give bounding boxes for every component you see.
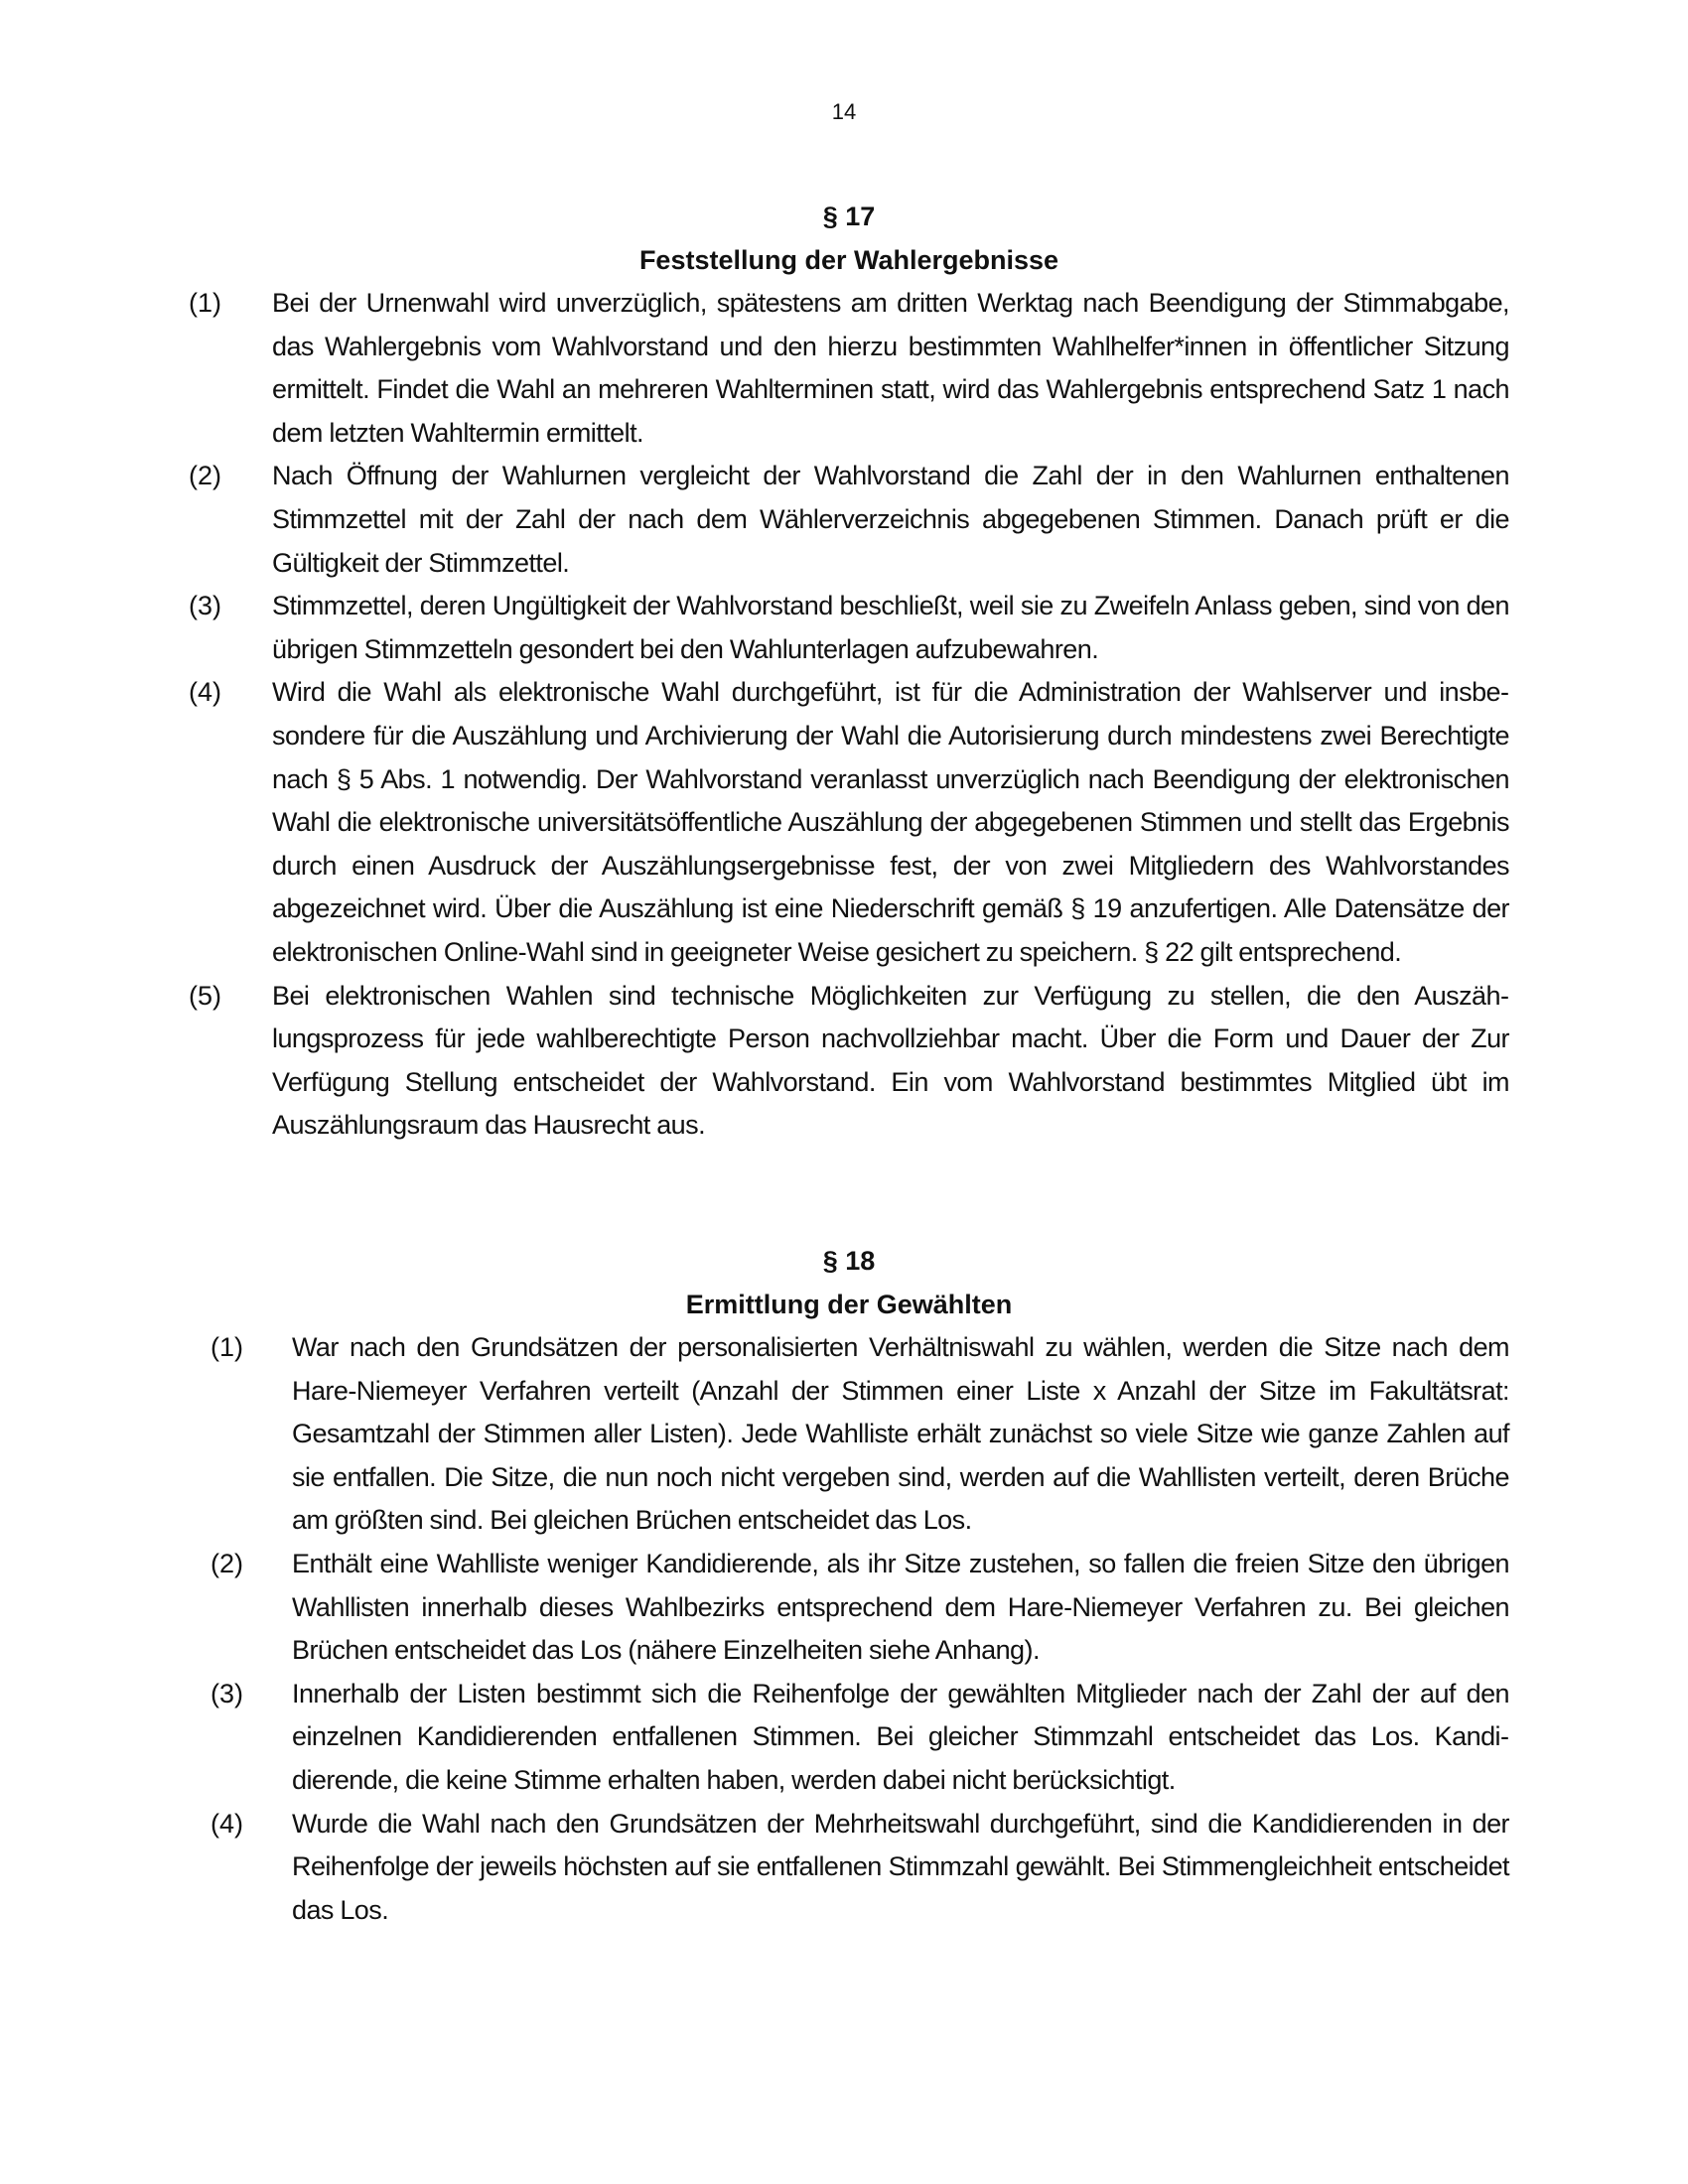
paragraph-number: (1)	[189, 288, 221, 318]
paragraph-1	[189, 1326, 1509, 1543]
paragraph-text: Nach Öffnung der Wahlurnen vergleicht der Wahlvorstand die Zahl der in den Wahlurnen enthaltenen Stimmzettel mit der Zahl der nach dem Wählerverzeichnis abgegebenen Stimmen. Danach prüft er die Gültigkeit der Stimmzettel.	[272, 461, 1509, 578]
paragraph-text: Stimmzettel, deren Ungültigkeit der Wahlvorstand beschließt, weil sie zu Zweifeln Anlass geben, sind von den übrigen Stimmzetteln gesondert bei den Wahlunterlagen aufzubewahren.	[272, 591, 1509, 664]
section-17	[189, 195, 1509, 1148]
paragraph-number: (1)	[211, 1332, 243, 1362]
section-title: Ermittlung der Gewählten	[685, 1290, 1013, 1319]
paragraph-text: Wird die Wahl als elektronische Wahl durchgeführt, ist für die Administration der Wahlserver und insbesondere für die Auszählung und Archivierung der Wahl die Autorisierung durch mindestens zwei Berechtigte nach § 5 Abs. 1 notwendig. Der Wahlvorstand veranlasst unverzüglich nach Beendigung der elektronischen Wahl die elektronische universitätsöffentliche Auszählung der abgegebenen Stimmen und stellt das Ergebnis durch einen Ausdruck der Auszählungsergebnisse fest, der von zwei Mitgliedern des Wahlvorstandes abgezeichnet wird. Über die Auszählung ist eine Niederschrift gemäß § 19 anzufertigen. Alle Datensätze der elektronischen Online-Wahl sind in geeigneter Weise gesichert zu speichern. § 22 gilt entsprechend.	[272, 677, 1509, 967]
paragraph-3	[189, 1673, 1509, 1803]
paragraph-text: Enthält eine Wahlliste weniger Kandidierende, als ihr Sitze zustehen, so fallen die freien Sitze den übrigen Wahllisten innerhalb dieses Wahlbezirks entsprechend dem Hare-Niemeyer Verfahren zu. Bei gleichen Brüchen entscheidet das Los (nähere Einzelheiten siehe Anhang).	[292, 1548, 1509, 1666]
paragraph-3	[189, 585, 1509, 671]
paragraph-number: (4)	[189, 677, 221, 708]
section-number: § 17	[822, 202, 876, 231]
section-number: § 18	[822, 1246, 876, 1276]
paragraph-number: (2)	[211, 1548, 243, 1578]
paragraph-number: (2)	[189, 461, 221, 491]
paragraph-text: Wurde die Wahl nach den Grundsätzen der Mehrheitswahl durchgeführt, sind die Kandidierenden in der Reihenfolge der jeweils höchsten auf sie entfallenen Stimmzahl gewählt. Bei Stimmengleichheit entscheidet das Los.	[292, 1808, 1509, 1925]
paragraph-text: Bei elektronischen Wahlen sind technische Möglichkeiten zur Verfügung zu stellen, die den Auszählungsprozess für jede wahlberechtigte Person nachvollziehbar macht. Über die Form und Dauer der Zur Verfügung Stellung entscheidet der Wahlvorstand. Ein vom Wahlvorstand bestimmtes Mitglied übt im Auszählungsraum das Hausrecht aus.	[272, 980, 1509, 1141]
paragraph-text: Bei der Urnenwahl wird unverzüglich, spätestens am dritten Werktag nach Beendigung der Stimmabgabe, das Wahlergebnis vom Wahlvorstand und den hierzu bestimmten Wahlhelfer*innen in öffentlicher Sitzung ermittelt. Findet die Wahl an mehreren Wahlterminen statt, wird das Wahlergebnis entsprechend Satz 1 nach dem letzten Wahltermin ermittelt.	[272, 288, 1509, 448]
section-title: Feststellung der Wahlergebnisse	[638, 245, 1059, 275]
paragraph-5	[189, 975, 1509, 1148]
paragraph-text: War nach den Grundsätzen der personalisierten Verhältniswahl zu wählen, werden die Sitze nach dem Hare-Niemeyer Verfahren verteilt (Anzahl der Stimmen einer Liste x Anzahl der Sitze im Fakultätsrat: Gesamtzahl der Stimmen aller Listen). Jede Wahlliste erhält zunächst so viele Sitze wie ganze Zahlen auf sie entfallen. Die Sitze, die nun noch nicht vergeben sind, werden auf die Wahllisten verteilt, deren Brüche am größten sind. Bei gleichen Brüchen entscheidet das Los.	[292, 1332, 1509, 1536]
paragraph-4	[189, 1803, 1509, 1933]
paragraph-4	[189, 671, 1509, 974]
paragraph-number: (3)	[211, 1678, 243, 1708]
paragraph-2	[189, 1543, 1509, 1673]
paragraph-text: Innerhalb der Listen bestimmt sich die Reihenfolge der gewählten Mitglieder nach der Zahl der auf den einzelnen Kandidierenden entfallenen Stimmen. Bei gleicher Stimmzahl entscheidet das Los. Kandidierende, die keine Stimme erhalten haben, werden dabei nicht berücksichtigt.	[292, 1678, 1509, 1795]
paragraph-number: (4)	[211, 1808, 243, 1839]
paragraph-number: (3)	[189, 591, 221, 621]
section-18	[189, 1239, 1509, 1932]
paragraph-2	[189, 455, 1509, 585]
paragraph-number: (5)	[189, 980, 221, 1011]
paragraph-1	[189, 282, 1509, 455]
page-number: 14	[831, 99, 857, 124]
